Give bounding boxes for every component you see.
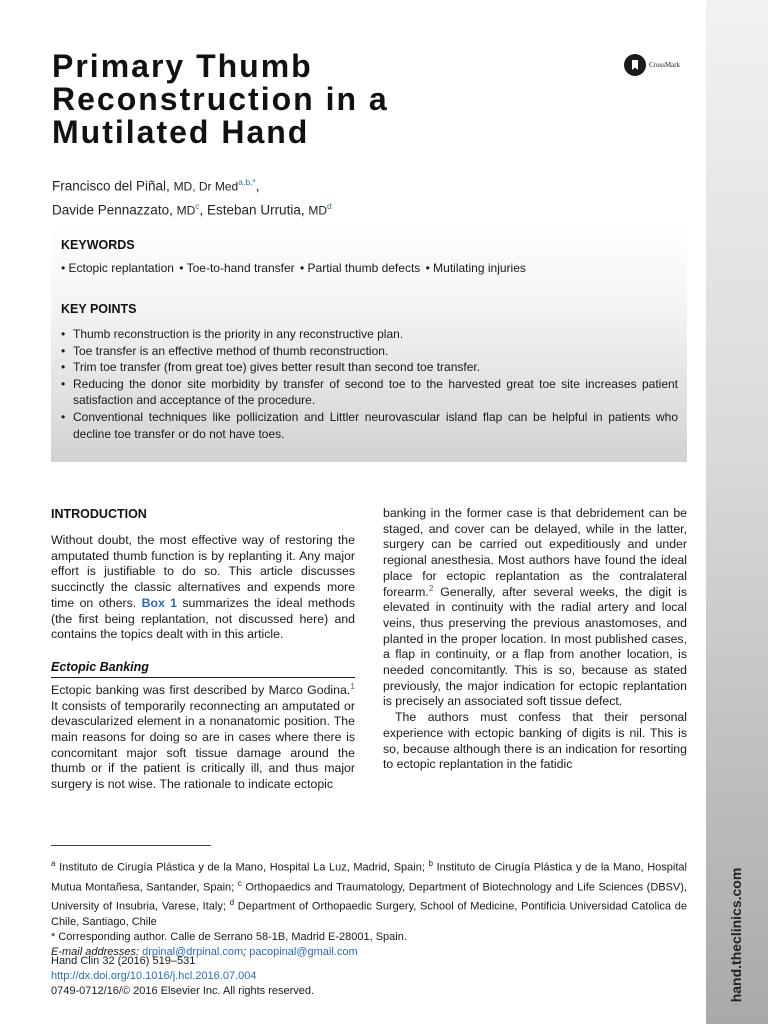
affiliation-marker: c [237,878,242,888]
paragraph-text: Generally, after several weeks, the digit is elevated in continuity with the radial artery and local veins, thus preserving the previous anastomoses, and planted in the proper location. In most published cases, a flap in continuity, or a flap from another location, is needed concomitantly. This is so, because as stated previously, the major indication for ectopic replantation is precisely an associated soft tissue defect. [383,584,687,709]
article-title [52,50,572,149]
author-credentials: MD [308,203,327,217]
keyword-item: • Partial thumb defects [300,261,421,275]
author-credentials: MD, Dr Med [173,179,239,194]
author-name: Davide Pennazzato, [52,202,177,217]
title-line-1: Primary Thumb [52,48,313,84]
affiliations-footnote [51,856,687,960]
email-link-2[interactable]: pacopinal@gmail.com [249,945,358,958]
article-citation [51,954,314,999]
key-point-item [61,409,678,442]
author-credentials: MD [176,203,196,217]
email-link-1[interactable]: drpinal@drpinal.com [142,945,244,958]
affiliation-text: Instituto de Cirugía Plástica y de la Mano, Hospital La Luz, Madrid, Spain; [55,861,429,874]
introduction-heading: INTRODUCTION [51,507,147,521]
bullet-marker: • [61,409,66,424]
crossmark-icon [624,54,646,76]
body-paragraph [383,506,687,710]
keyword-item: • Toe-to-hand transfer [179,261,295,275]
reference-1-link[interactable]: 1 [350,680,355,691]
author-affiliation-marker[interactable]: c [195,200,200,211]
title-line-3: Mutilated Hand [52,114,310,150]
key-point-item [61,326,678,343]
body-column-left [51,506,355,793]
journal-website-label: hand.theclinics.com [728,867,744,1003]
key-point-text: Toe transfer is an effective method of thumb reconstruction. [73,343,389,358]
author-separator: , [199,202,208,217]
corresponding-author: * Corresponding author. Calle de Serrano 58-1B, Madrid E-28001, Spain. [51,930,407,943]
footnote-divider [51,845,211,846]
affiliation-marker: d [229,898,235,908]
email-label: E-mail addresses: [51,945,143,958]
key-point-text: Thumb reconstruction is the priority in any reconstructive plan. [73,327,404,341]
reference-2-link[interactable]: 2 [428,582,434,593]
key-point-text: Conventional techniques like pollicization and Littler neurovascular island flap can be helpful in patients who decline toe transfer or do not have toes. [73,409,678,441]
title-line-2: Reconstruction in a [52,81,389,117]
affiliation-text: Orthopaedics and Traumatology, Department of Biotechnology and Life Sciences (DBSV), University of Insubria, Varese, Italy; [51,881,687,913]
affiliation-marker: b [428,859,433,868]
key-point-text: Reducing the donor site morbidity by transfer of second toe to the harvested great toe site increases patient satisfaction and acceptance of the procedure. [73,376,678,408]
introduction-paragraph [51,533,355,643]
bullet-marker: • [61,327,66,341]
affiliation-list [51,856,687,930]
paragraph-text: Ectopic banking was first described by Marco Godina. [51,682,351,697]
bullet-marker: • [61,376,66,391]
copyright-notice: 0749-0712/16/© 2016 Elsevier Inc. All rights reserved. [51,985,315,997]
bullet-marker: • [61,343,66,358]
author-affiliation-marker[interactable]: a,b,* [238,177,256,187]
keyword-item: • Mutilating injuries [425,261,526,275]
keywords-heading: KEYWORDS [61,238,135,252]
key-point-item [61,343,678,360]
crossmark-badge[interactable] [624,54,680,76]
author-list [52,173,652,220]
keyword-item: • Ectopic replantation [61,261,174,275]
ectopic-banking-heading: Ectopic Banking [51,659,355,678]
paragraph-text: banking in the former case is that debridement can be staged, and cover can be delayed, while in the latter, surgery can be carried out expeditiously and under regional anesthesia. Most authors have found the ideal place for ectopic replantation as the contralateral forearm. [383,506,687,599]
key-points-heading: KEY POINTS [61,302,137,316]
affiliation-text: Instituto de Cirugía Plástica y de la Mano, Hospital Mutua Montañesa, Santander, Spain; [51,861,687,894]
crossmark-label: CrossMark [649,61,681,69]
journal-reference: Hand Clin 32 (2016) 519–531 [51,955,196,967]
body-paragraph: The authors must confess that their personal experience with ectopic banking of digits is nil. This is so, because although there is an indication for resorting to ectopic replantation in the fatidic [383,710,687,772]
email-separator: ; [243,945,250,958]
affiliation-marker: a [51,859,56,868]
author-affiliation-marker[interactable]: d [327,200,332,211]
box-1-link[interactable]: Box 1 [141,595,178,610]
paragraph-text: summarizes the ideal methods (the first being replantation, not discussed here) and contains the topics dealt with in this article. [51,595,355,642]
paragraph-text: Without doubt, the most effective way of restoring the amputated thumb function is by replanting it. Any major effort is justifiable to do so. This article discusses succinctly the classic alternatives and expends more time on others. [51,533,355,610]
body-column-right [383,506,687,773]
doi-link[interactable]: http://dx.doi.org/10.1016/j.hcl.2016.07.004 [51,970,257,982]
author-name: Francisco del Piñal, [52,178,174,194]
key-point-text: Trim toe transfer (from great toe) gives better result than second toe transfer. [73,360,481,375]
author-separator: , [255,178,260,194]
key-point-item [61,376,678,409]
ectopic-banking-paragraph [51,680,355,793]
key-points-list [61,326,678,442]
bullet-marker: • [61,360,66,375]
author-name: Esteban Urrutia, [207,202,309,217]
paragraph-text: It consists of temporarily reconnecting an amputated or devascularized element in a nonanatomic position. The main reasons for doing so are in cases where there is concomitant major soft tissue damage around the thumb or if the patient is critically ill, and thus major surgery is not wise. The rationale to indicate ectopic [51,698,355,792]
keywords-list [61,261,528,275]
affiliation-text: Department of Orthopaedic Surgery, School of Medicine, Pontificia Universidad Catolica de Chile, Santiago, Chile [51,900,687,928]
key-point-item [61,359,678,376]
